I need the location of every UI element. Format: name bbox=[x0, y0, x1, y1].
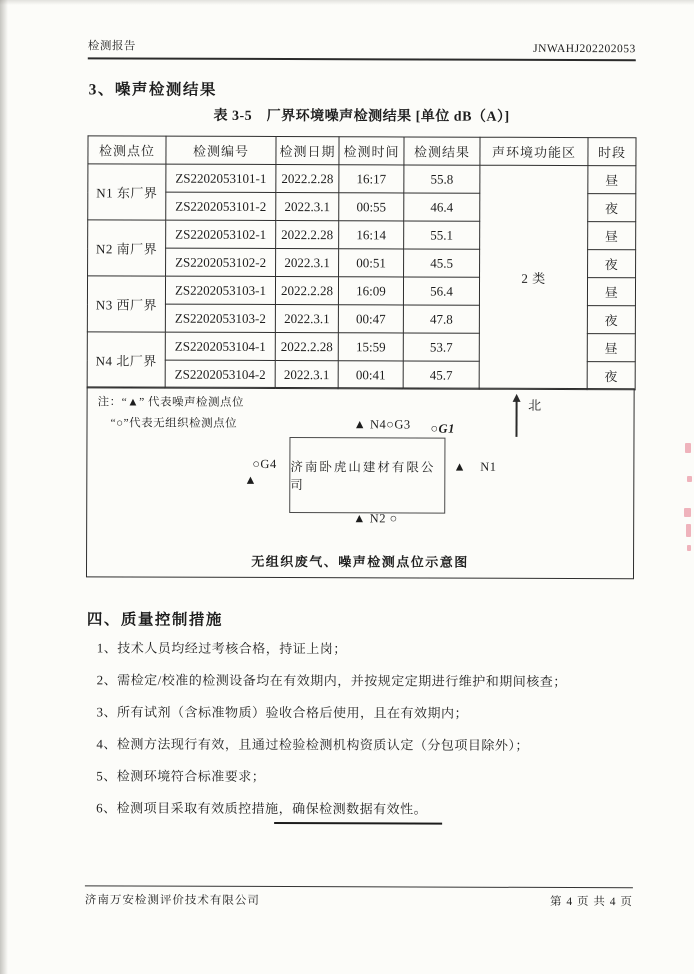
time-cell: 15:59 bbox=[338, 333, 403, 361]
point-cell: N3 西厂界 bbox=[87, 276, 165, 332]
point-cell: N1 东厂界 bbox=[88, 164, 166, 220]
code-cell: ZS2202053103-1 bbox=[165, 276, 275, 304]
period-cell: 昼 bbox=[587, 278, 635, 306]
marker-n1 bbox=[453, 460, 496, 475]
triangle-icon: ▲ bbox=[453, 459, 467, 474]
col-header-result: 检测结果 bbox=[404, 137, 480, 165]
marker-n4-g3: ▲ N4○G3 bbox=[353, 417, 411, 432]
date-cell: 2022.2.28 bbox=[275, 276, 338, 304]
qc-item: 1、技术人员均经过考核合格，持证上岗； bbox=[96, 640, 347, 657]
date-cell: 2022.3.1 bbox=[276, 192, 339, 220]
table-header-row bbox=[88, 136, 636, 166]
qc-item: 4、检测方法现行有效，且通过检验检测机构资质认定（分包项目除外）； bbox=[96, 736, 529, 753]
col-header-point: 检测点位 bbox=[88, 136, 166, 164]
date-cell: 2022.3.1 bbox=[276, 248, 339, 276]
time-cell: 00:55 bbox=[339, 193, 404, 221]
code-cell: ZS2202053104-1 bbox=[165, 332, 275, 360]
period-cell: 夜 bbox=[587, 306, 635, 334]
page-footer bbox=[85, 891, 633, 909]
code-cell: ZS2202053101-1 bbox=[166, 164, 276, 192]
code-cell: ZS2202053102-2 bbox=[166, 248, 276, 276]
north-arrow bbox=[515, 395, 541, 437]
legend-note-line1: 注：“▲” 代表噪声检测点位 bbox=[97, 396, 245, 409]
point-cell: N4 北厂界 bbox=[87, 332, 165, 388]
point-cell: N2 南厂界 bbox=[88, 220, 166, 276]
north-label: 北 bbox=[528, 397, 542, 413]
period-cell: 夜 bbox=[587, 362, 635, 390]
time-cell: 16:09 bbox=[338, 277, 403, 305]
qc-item: 6、检测项目采取有效质控措施，确保检测数据有效性。 bbox=[96, 800, 428, 817]
qc-item: 2、需检定/校准的检测设备均在有效期内，并按规定定期进行维护和期间核查； bbox=[96, 672, 567, 690]
result-cell: 55.1 bbox=[404, 221, 480, 249]
date-cell: 2022.2.28 bbox=[275, 332, 338, 360]
time-cell: 00:51 bbox=[339, 249, 404, 277]
footer-page-number: 第 4 页 共 4 页 bbox=[549, 895, 633, 909]
result-cell: 46.4 bbox=[404, 193, 480, 221]
qc-item: 3、所有试剂（含标准物质）验收合格后使用，且在有效期内； bbox=[96, 704, 469, 721]
header-report-label: 检测报告 bbox=[87, 40, 136, 53]
col-header-code: 检测编号 bbox=[166, 136, 276, 164]
time-cell: 16:14 bbox=[339, 221, 404, 249]
zone-cell: 2 类 bbox=[479, 165, 588, 389]
table-3-5-title: 表 3-5 厂界环境噪声检测结果 [单位 dB（A）] bbox=[213, 108, 510, 125]
section4-title: 四、质量控制措施 bbox=[86, 611, 223, 629]
footer-company: 济南万安检测评价技术有限公司 bbox=[84, 894, 260, 907]
time-cell: 00:41 bbox=[338, 361, 403, 389]
time-cell: 16:17 bbox=[339, 165, 404, 193]
col-header-period: 时段 bbox=[588, 138, 636, 166]
date-cell: 2022.2.28 bbox=[276, 164, 339, 192]
noise-results-table bbox=[87, 135, 637, 390]
time-cell: 00:47 bbox=[338, 305, 403, 333]
col-header-zone: 声环境功能区 bbox=[480, 137, 588, 165]
period-cell: 夜 bbox=[588, 250, 636, 278]
result-cell: 45.5 bbox=[404, 249, 480, 277]
circle-icon: ○ bbox=[430, 421, 439, 436]
marker-g4: ○G4 bbox=[252, 456, 277, 471]
code-cell: ZS2202053104-2 bbox=[165, 360, 275, 388]
result-cell: 53.7 bbox=[403, 333, 479, 361]
factory-box: 济南卧虎山建材有限公司 bbox=[289, 437, 445, 514]
date-cell: 2022.2.28 bbox=[276, 220, 339, 248]
page-header bbox=[88, 37, 636, 61]
col-header-date: 检测日期 bbox=[276, 136, 339, 164]
period-cell: 昼 bbox=[588, 166, 636, 194]
monitoring-points-diagram bbox=[86, 386, 635, 579]
period-cell: 昼 bbox=[587, 334, 635, 362]
legend-note-line2: “○”代表无组织检测点位 bbox=[110, 417, 238, 430]
marker-n1-label: N1 bbox=[480, 459, 497, 474]
table-row bbox=[88, 164, 636, 194]
header-doc-number: JNWAHJ202202053 bbox=[533, 42, 636, 56]
code-cell: ZS2202053101-2 bbox=[166, 192, 276, 220]
diagram-caption: 无组织废气、噪声检测点位示意图 bbox=[251, 553, 469, 570]
col-header-time: 检测时间 bbox=[339, 137, 404, 165]
code-cell: ZS2202053102-1 bbox=[166, 220, 276, 248]
marker-n2: ▲ N2 ○ bbox=[353, 511, 398, 526]
quality-control-list bbox=[96, 638, 637, 832]
code-cell: ZS2202053103-2 bbox=[165, 304, 275, 332]
qc-item: 5、检测环境符合标准要求； bbox=[96, 768, 266, 784]
date-cell: 2022.3.1 bbox=[275, 304, 338, 332]
period-cell: 夜 bbox=[588, 194, 636, 222]
result-cell: 56.4 bbox=[403, 277, 479, 305]
marker-west-triangle: ▲ bbox=[244, 472, 258, 487]
north-arrow-icon bbox=[515, 401, 517, 437]
result-cell: 55.8 bbox=[404, 165, 480, 193]
marker-g1-label: G1 bbox=[438, 421, 455, 436]
result-cell: 47.8 bbox=[403, 305, 479, 333]
date-cell: 2022.3.1 bbox=[275, 360, 338, 388]
marker-g1 bbox=[430, 422, 454, 437]
result-cell: 45.7 bbox=[403, 361, 479, 389]
footer-rule bbox=[85, 885, 633, 888]
section3-title: 3、噪声检测结果 bbox=[88, 81, 217, 99]
period-cell: 昼 bbox=[588, 222, 636, 250]
